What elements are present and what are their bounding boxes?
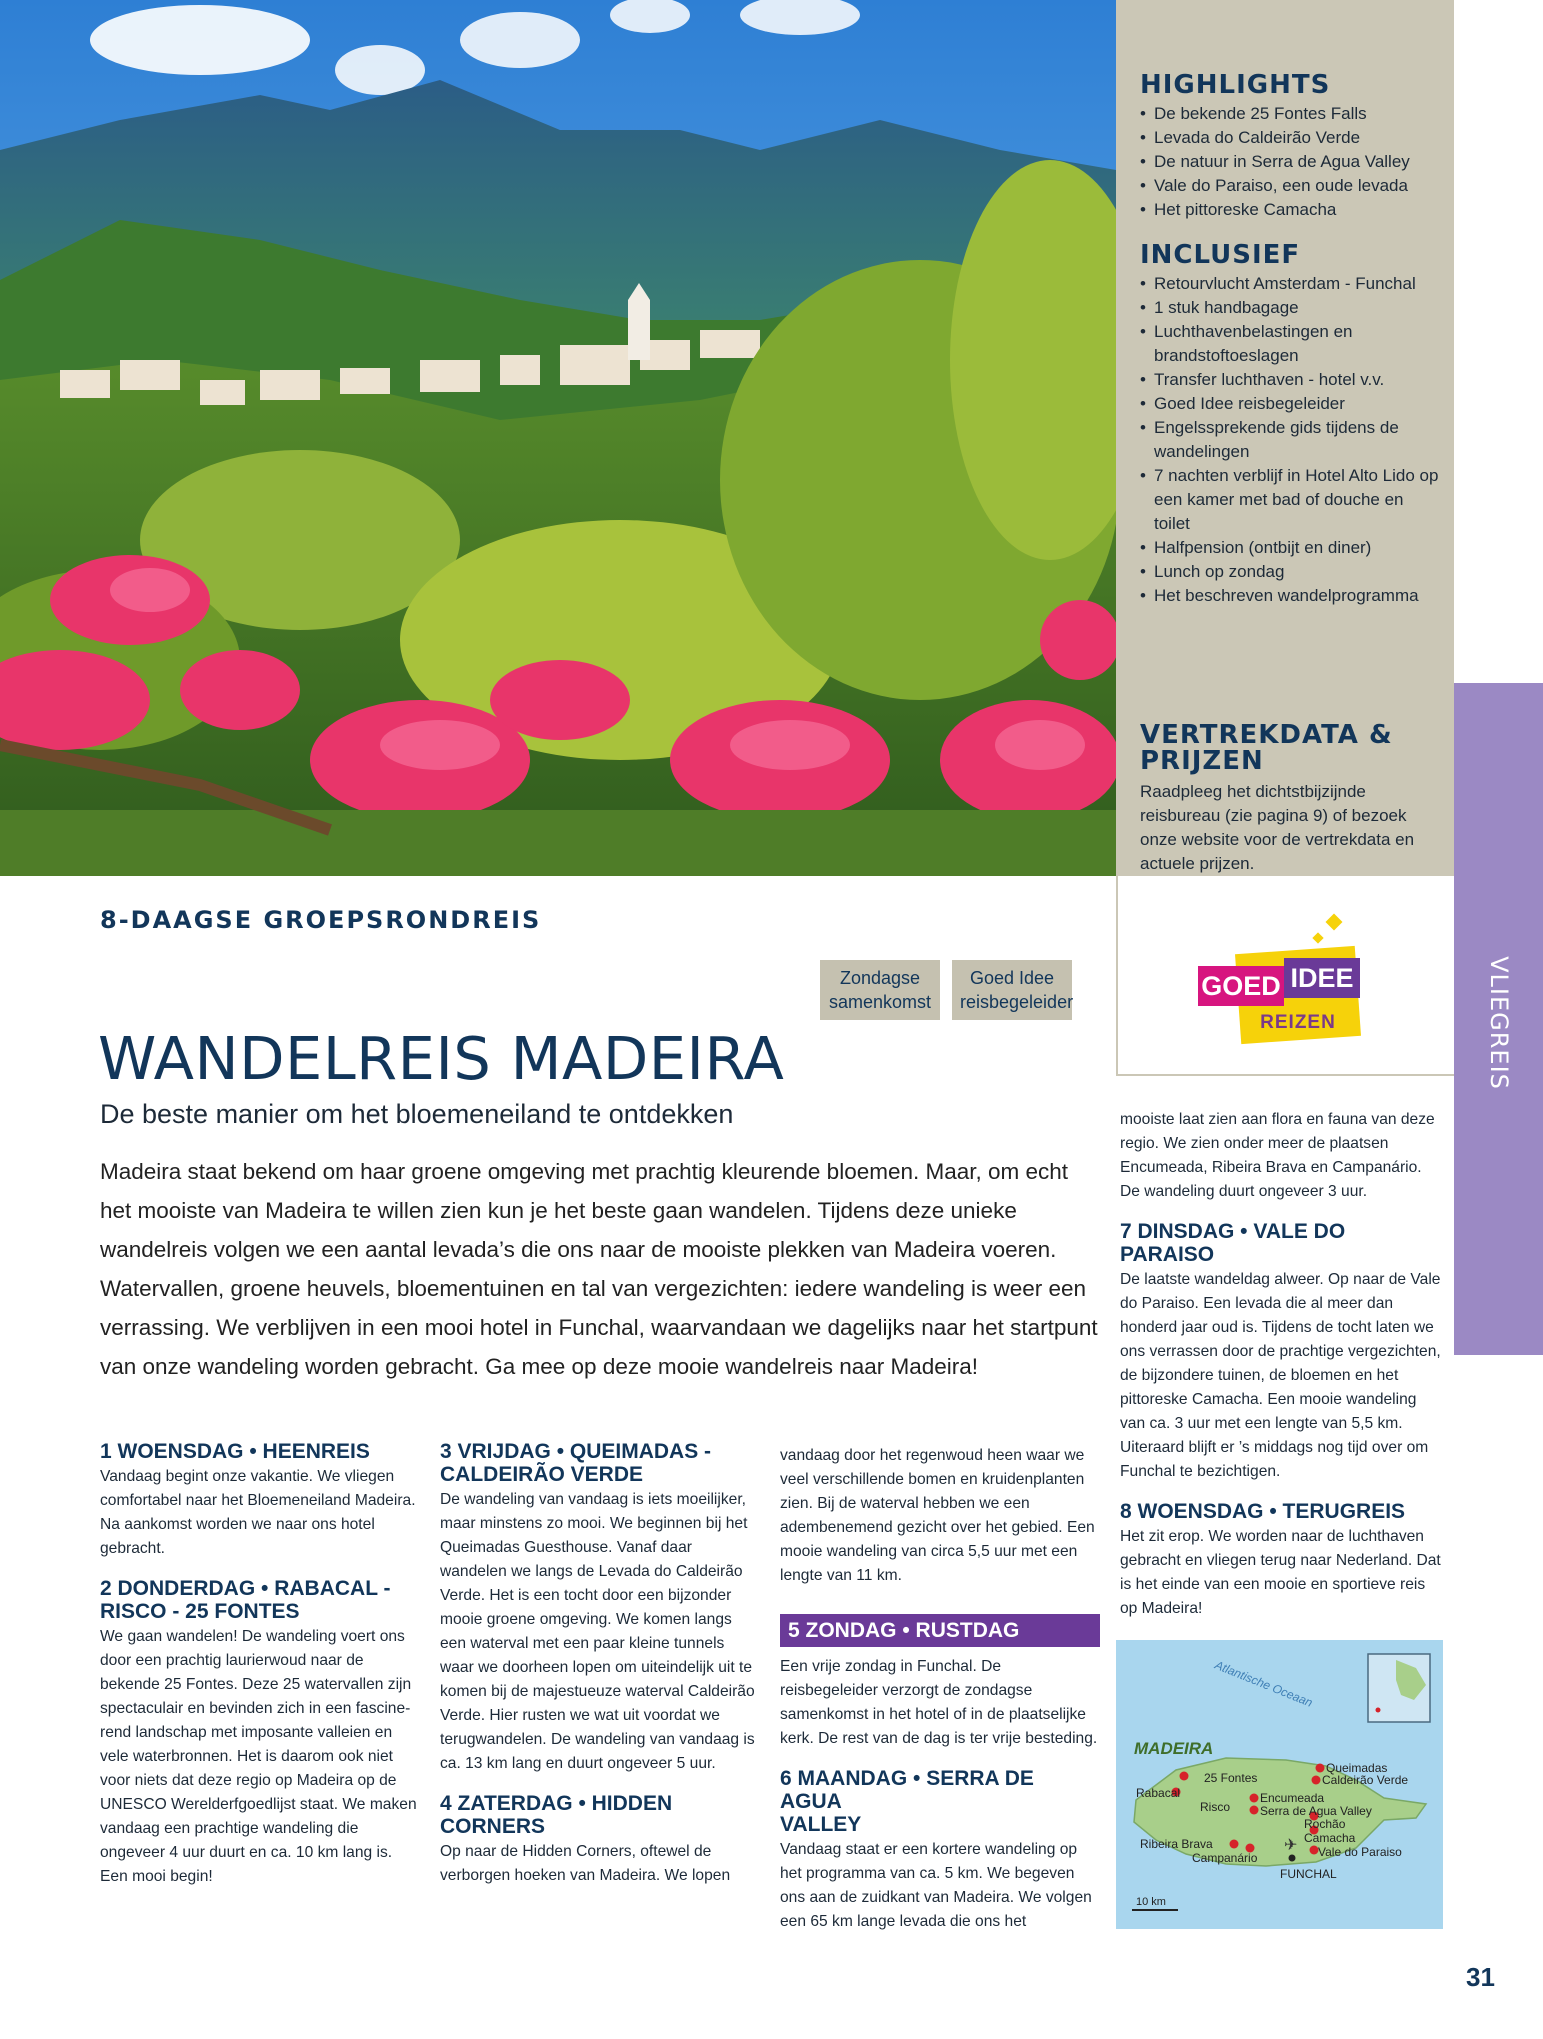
map-place: Camacha <box>1304 1831 1356 1845</box>
day-8-title: 8 WOENSDAG • TERUGREIS <box>1120 1500 1406 1523</box>
day-2-text: We gaan wandelen! De wandeling voert ons door een prachtig laurierwoud naar de bekende 25 Fontes. Deze 25 watervallen zijn spectaculair en bevinden zich in een fascine-rend landschap met imposante valleien en vele waterbronnen. Het is daarom ook niet voor niets dat deze regio op Madeira op de UNESCO Werelderfgoedlijst staat. We maken vandaag een prachtige wandeling die ongeveer 4 uur duurt en ca. 10 km lang is. Een mooi begin! <box>100 1628 417 1885</box>
logo-star-icon <box>1312 932 1323 943</box>
info-sidebar <box>1116 0 1454 876</box>
itinerary-column-3 <box>780 1444 1100 1934</box>
hero-photo <box>0 0 1116 876</box>
day-6-text-continued: mooiste laat zien aan flora en fauna van deze regio. We zien onder meer de plaatsen Encumeada, Ribeira Brava en Campanário. De wandeling duurt ongeveer 3 uur. <box>1120 1111 1435 1200</box>
list-item: • Luchthavenbelastingen en brandstoftoeslagen <box>1140 320 1440 368</box>
badge-line: Zondagse <box>839 968 921 988</box>
vertrek-heading-line1: VERTREKDATA & <box>1140 720 1393 750</box>
day-2-title-line2: RISCO - 25 FONTES <box>100 1600 300 1623</box>
day-2-title-line1: 2 DONDERDAG • RABACAL - <box>100 1577 391 1600</box>
itinerary-column-4 <box>1120 1108 1445 1621</box>
intro-paragraph: Madeira staat bekend om haar groene omgeving met prachtig kleurende bloemen. Maar, om echt het mooiste van Madeira te willen zien kun je het beste gaan wandelen. Tijdens deze unieke wandelreis volgen we een aantal levada’s die ons naar de mooiste plekken van Madeira voeren. Watervallen, groene heuvels, bloementuinen en tal van vergezichten: iedere wandeling is weer een verrassing. We verblijven in een mooi hotel in Funchal, waarvandaan we dagelijks naar het startpunt van onze wandeling worden gebracht. Ga mee op deze mooie wandelreis naar Madeira! <box>100 1159 1098 1379</box>
map-place: Vale do Paraiso <box>1318 1845 1402 1859</box>
list-item: • 1 stuk handbagage <box>1140 296 1440 320</box>
map-place: 25 Fontes <box>1204 1771 1258 1785</box>
logo-reizen: REIZEN <box>1260 1012 1336 1033</box>
map-place: FUNCHAL <box>1280 1867 1337 1881</box>
day-1-title: 1 WOENSDAG • HEENREIS <box>100 1440 370 1463</box>
list-item: • Retourvlucht Amsterdam - Funchal <box>1140 272 1440 296</box>
side-tab-label: VLIEGREIS <box>1484 956 1513 1090</box>
vertrek-heading <box>1140 722 1440 774</box>
map-scale-label: 10 km <box>1136 1896 1166 1908</box>
day-1-text: Vandaag begint onze vakantie. We vliegen comfortabel naar het Bloemeneiland Madeira. Na aankomst worden we naar ons hotel gebracht. <box>100 1468 416 1557</box>
badge-line: samenkomst <box>828 992 932 1012</box>
list-item: • Goed Idee reisbegeleider <box>1140 392 1440 416</box>
tour-type: 8-DAAGSE GROEPSRONDREIS <box>100 906 542 934</box>
day-3-title-line2: CALDEIRÃO VERDE <box>440 1463 644 1486</box>
itinerary-column-1 <box>100 1440 420 1889</box>
highlights-heading: HIGHLIGHTS <box>1140 70 1331 100</box>
day-3-title-line1: 3 VRIJDAG • QUEIMADAS - <box>440 1440 712 1463</box>
map-place: Caldeirão Verde <box>1322 1773 1409 1787</box>
goed-idee-logo <box>1198 916 1368 1046</box>
airport-icon: ✈ <box>1284 1837 1298 1854</box>
list-item: • Halfpension (ontbijt en diner) <box>1140 536 1440 560</box>
vertrek-heading-line2: PRIJZEN <box>1140 746 1264 776</box>
day-7-text: De laatste wandeldag alweer. Op naar de Vale do Paraiso. Een levada die al meer dan honderd jaar oud is. Tijdens de tocht laten we ons verrassen door de prachtige vergezichten, de bijzondere tuinen, de bloemen en het pittoreske Camacha. Een mooie wandeling van ca. 3 uur met een lengte van 5,5 km. Uiteraard blijft er ’s middags nog tijd over om Funchal te bezichtigen. <box>1120 1271 1441 1480</box>
day-6-title <box>780 1767 1100 1836</box>
list-item: • De natuur in Serra de Agua Valley <box>1140 150 1440 174</box>
map-place: Encumeada <box>1260 1791 1325 1805</box>
day-4-text: Op naar de Hidden Corners, oftewel de verborgen hoeken van Madeira. We lopen <box>440 1843 731 1884</box>
page-number: 31 <box>1466 1962 1495 1992</box>
map-place: Queimadas <box>1326 1761 1388 1775</box>
highlights-list <box>1140 102 1440 222</box>
day-5-text: Een vrije zondag in Funchal. De reisbegeleider verzorgt de zondagse samenkomst in het hotel of in de plaatselijke kerk. De rest van de dag is ter vrije besteding. <box>780 1658 1098 1747</box>
day-6-title-line1: 6 MAANDAG • SERRA DE AGUA <box>780 1767 1034 1813</box>
map-place: Campanário <box>1192 1851 1258 1865</box>
tagline: De beste manier om het bloemeneiland te ontdekken <box>100 1099 734 1129</box>
inclusief-list <box>1140 272 1440 608</box>
day-8-text: Het zit erop. We worden naar de luchthaven gebracht en vliegen terug naar Nederland. Dat is het einde van een mooie en sportieve reis op Madeira! <box>1120 1528 1441 1617</box>
map-place: Serra de Agua Valley <box>1260 1804 1372 1818</box>
badge-reisbegeleider <box>952 960 1072 1020</box>
day-4-title <box>440 1792 760 1838</box>
map-place: Rabacal <box>1136 1786 1181 1800</box>
badge-line: reisbegeleider <box>960 992 1074 1012</box>
side-tab <box>1454 683 1543 1355</box>
badge-line: Goed Idee <box>969 968 1055 988</box>
inclusief-heading: INCLUSIEF <box>1140 240 1301 270</box>
map-place: Rochão <box>1304 1817 1346 1831</box>
day-6-title-line2: VALLEY <box>780 1813 862 1836</box>
list-item: • Lunch op zondag <box>1140 560 1440 584</box>
day-6-text: Vandaag staat er een kortere wandeling op het programma van ca. 5 km. We begeven ons aan de zuidkant van Madeira. We volgen een 65 km lange levada die ons het <box>780 1841 1092 1930</box>
vertrek-text: Raadpleeg het dichtstbijzijnde reisbureau (zie pagina 9) of bezoek onze website voor de vertrekdata en actuele prijzen. <box>1140 782 1415 873</box>
day-5-title: 5 ZONDAG • RUSTDAG <box>780 1614 1100 1647</box>
logo-star-icon <box>1326 914 1343 931</box>
day-4-text-continued: vandaag door het regenwoud heen waar we veel verschillende bomen en kruidenplanten zien. Bij de waterval hebben we een adembenemend gezicht over het gebied. Een mooie wandeling van circa 5,5 uur met een lengte van 11 km. <box>780 1447 1095 1584</box>
list-item: • Levada do Caldeirão Verde <box>1140 126 1440 150</box>
page-title: WANDELREIS MADEIRA <box>98 1024 785 1093</box>
logo-box <box>1116 876 1454 1076</box>
day-7-title: 7 DINSDAG • VALE DO PARAISO <box>1120 1220 1346 1266</box>
list-item: • De bekende 25 Fontes Falls <box>1140 102 1440 126</box>
day-3-title <box>440 1440 760 1486</box>
madeira-map <box>1116 1640 1443 1929</box>
list-item: • Engelssprekende gids tijdens de wandelingen <box>1140 416 1440 464</box>
map-place: Risco <box>1200 1800 1231 1814</box>
list-item: • 7 nachten verblijf in Hotel Alto Lido op een kamer met bad of douche en toilet <box>1140 464 1440 536</box>
logo-idee: IDEE <box>1284 958 1360 998</box>
map-place: Ribeira Brava <box>1140 1837 1213 1851</box>
day-2-title <box>100 1577 420 1623</box>
map-island-label: MADEIRA <box>1134 1739 1214 1758</box>
list-item: • Transfer luchthaven - hotel v.v. <box>1140 368 1440 392</box>
list-item: • Het pittoreske Camacha <box>1140 198 1440 222</box>
day-4-title-line2: CORNERS <box>440 1815 546 1838</box>
list-item: • Het beschreven wandelprogramma <box>1140 584 1440 608</box>
day-4-title-line1: 4 ZATERDAG • HIDDEN <box>440 1792 673 1815</box>
list-item: • Vale do Paraiso, een oude levada <box>1140 174 1440 198</box>
itinerary-column-2 <box>440 1440 760 1888</box>
logo-goed: GOED <box>1198 966 1284 1006</box>
map-ocean-label: Atlantische Oceaan <box>1212 1657 1315 1710</box>
badge-zondagse-samenkomst <box>820 960 940 1020</box>
day-3-text: De wandeling van vandaag is iets moeilijker, maar minstens zo mooi. We beginnen bij het Queimadas Guesthouse. Vanaf daar wandelen we langs de Levada do Caldeirão Verde. Het is een tocht door een bijzonder mooie groene omgeving. We komen langs een waterval met een paar kleine tunnels waar we doorheen lopen om uiteindelijk uit te komen bij de majestueuze waterval Caldeirão Verde. Hier rusten we wat uit voordat we terugwandelen. De wandeling van vandaag is ca. 13 km lang en duurt ongeveer 5 uur. <box>440 1491 755 1772</box>
